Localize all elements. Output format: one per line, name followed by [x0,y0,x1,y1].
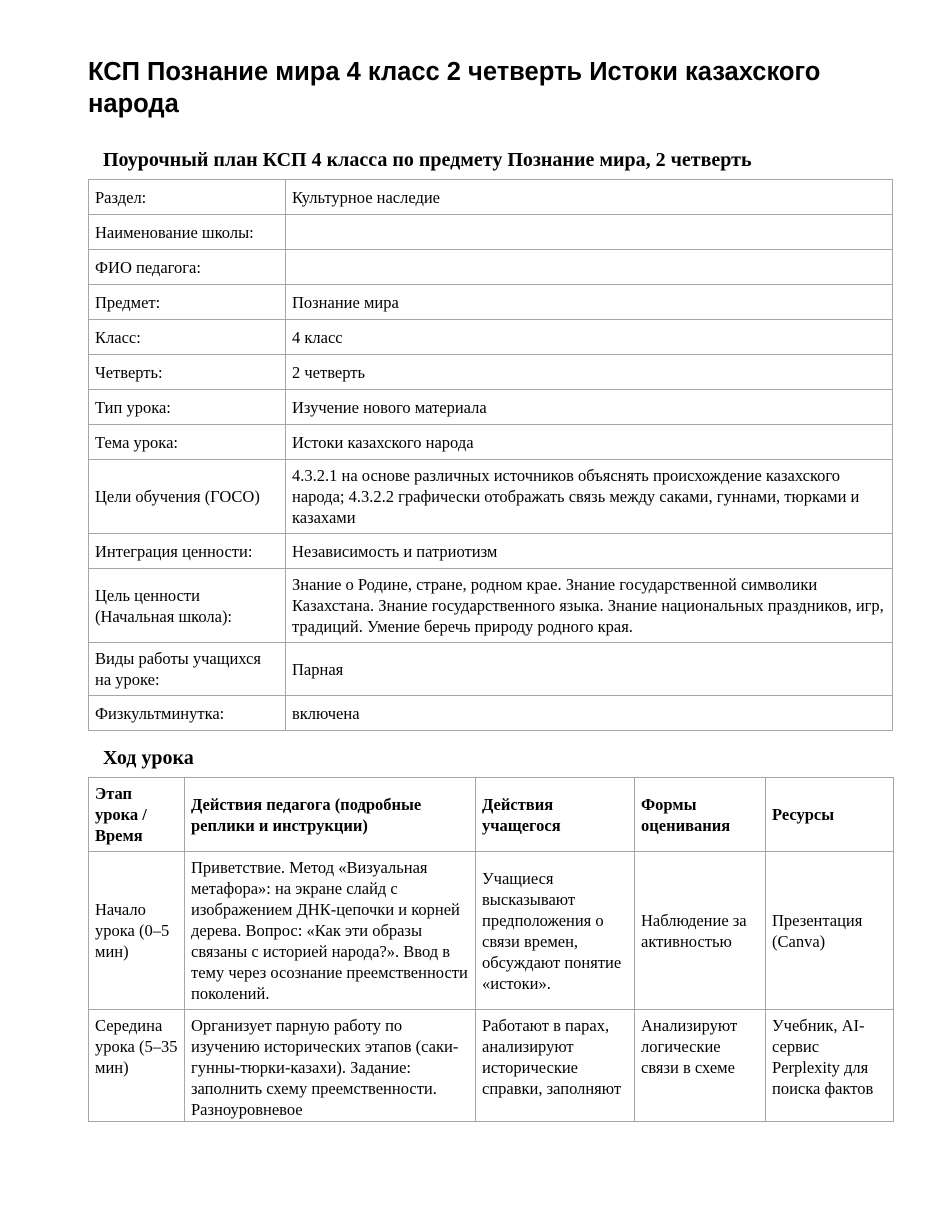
table-row [89,390,893,425]
table-row [89,285,893,320]
lesson-flow-heading: Ход урока [103,747,194,769]
info-value: включена [286,696,893,731]
info-value [286,250,893,285]
table-row [89,569,893,643]
resources-cell: Презентация (Canva) [766,852,894,1010]
info-value: 2 четверть [286,355,893,390]
document-title: КСП Познание мира 4 класс 2 четверть Истоки казахского народа [88,58,821,118]
plan-heading: Поурочный план КСП 4 класса по предмету Познание мира, 2 четверть [103,149,752,171]
info-label: Наименование школы: [89,215,286,250]
info-value: Парная [286,643,893,696]
header-stage: Этап урока / Время [89,778,185,852]
info-value [286,215,893,250]
info-value: Культурное наследие [286,180,893,215]
info-label: Интеграция ценности: [89,534,286,569]
info-label: Тип урока: [89,390,286,425]
lesson-flow-table [88,777,894,1122]
table-row [89,425,893,460]
info-value: 4.3.2.1 на основе различных источников объяснять происхождение казахского народа; 4.3.2.2 графически отображать связь между саками, гуннами, тюрками и казахами [286,460,893,534]
table-row [89,180,893,215]
info-label: Раздел: [89,180,286,215]
resources-cell: Учебник, AI-сервис Perplexity для поиска фактов [766,1010,894,1122]
stage-cell: Начало урока (0–5 мин) [89,852,185,1010]
info-label: ФИО педагога: [89,250,286,285]
info-label: Цель ценности (Начальная школа): [89,569,286,643]
info-label: Виды работы учащихся на уроке: [89,643,286,696]
table-row [89,250,893,285]
info-label: Предмет: [89,285,286,320]
info-label: Физкультминутка: [89,696,286,731]
info-label: Класс: [89,320,286,355]
info-value: Истоки казахского народа [286,425,893,460]
header-student-actions: Действия учащегося [476,778,635,852]
info-label: Тема урока: [89,425,286,460]
student-actions-cell: Учащиеся высказывают предположения о связи времен, обсуждают понятие «истоки». [476,852,635,1010]
table-row [89,320,893,355]
assessment-cell: Анализируют логические связи в схеме [635,1010,766,1122]
teacher-actions-cell: Приветствие. Метод «Визуальная метафора»: на экране слайд с изображением ДНК-цепочки и корней дерева. Вопрос: «Как эти образы связаны с историей народа?». Ввод в тему через осознание преемственности поколений. [185,852,476,1010]
table-row [89,215,893,250]
assessment-cell: Наблюдение за активностью [635,852,766,1010]
table-row [89,696,893,731]
header-resources: Ресурсы [766,778,894,852]
info-value: Познание мира [286,285,893,320]
table-row [89,643,893,696]
table-row [89,1010,894,1122]
info-label: Цели обучения (ГОСО) [89,460,286,534]
table-row [89,534,893,569]
info-value: Знание о Родине, стране, родном крае. Знание государственной символики Казахстана. Знание государственного языка. Знание национальных праздников, игр, традиций. Умение беречь природу родного края. [286,569,893,643]
info-value: Независимость и патриотизм [286,534,893,569]
lesson-header-row [89,778,894,852]
header-teacher-actions: Действия педагога (подробные реплики и инструкции) [185,778,476,852]
table-row [89,852,894,1010]
info-label: Четверть: [89,355,286,390]
student-actions-cell: Работают в парах, анализируют исторические справки, заполняют [476,1010,635,1122]
lesson-info-table [88,179,893,731]
info-value: Изучение нового материала [286,390,893,425]
stage-cell: Середина урока (5–35 мин) [89,1010,185,1122]
document-page [88,56,893,1122]
table-row [89,355,893,390]
table-row [89,460,893,534]
teacher-actions-cell: Организует парную работу по изучению исторических этапов (саки-гунны-тюрки-казахи). Задание: заполнить схему преемственности. Разноуровневое [185,1010,476,1122]
header-assessment: Формы оценивания [635,778,766,852]
info-value: 4 класс [286,320,893,355]
